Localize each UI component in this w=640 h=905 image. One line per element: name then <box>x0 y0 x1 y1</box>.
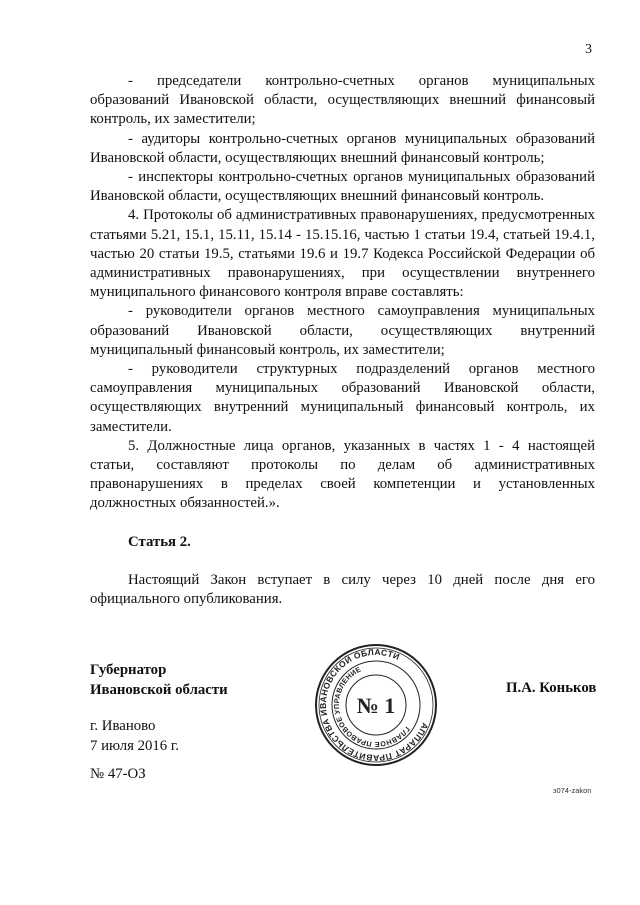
paragraph: 4. Протоколы об административных правонарушениях, предусмотренных статьями 5.21, 15.1, 15.11, 15.14 - 15.15.16, частью 1 статьи 19.4, статьей 19.4.1, частью 20 статьи 19.5, статьями 19.6 и 19.7 Кодекса Российской Федерации об административных правонарушениях, при осуществлении внутреннего муниципального финансового контроля вправе составлять: <box>90 207 595 301</box>
paragraph: 5. Должностные лица органов, указанных в частях 1 - 4 настоящей статьи, составляют протоколы по делам об административных правонарушениях в пределах своей компетенции и установленных должностных обязанностей.». <box>90 437 595 512</box>
date: 7 июля 2016 г. <box>90 738 179 754</box>
paragraph: - руководители структурных подразделений органов местного самоуправления муниципальных образований Ивановской области, осуществляющих внутренний муниципальный финансовый контроль, их заместители. <box>90 361 595 435</box>
official-seal <box>314 643 438 767</box>
law-number: № 47-ОЗ <box>90 766 146 782</box>
paragraph: - аудиторы контрольно-счетных органов муниципальных образований Ивановской области, осуществляющих внешний финансовый контроль; <box>90 130 595 166</box>
article-text: Настоящий Закон вступает в силу через 10 дней после дня его официального опубликования. <box>90 571 595 608</box>
document-code: з074-zakon <box>553 786 592 795</box>
paragraph: - руководители органов местного самоуправления муниципальных образований Ивановской области, осуществляющих внутренний муниципальный финансовый контроль, их заместители; <box>90 303 595 358</box>
signatory-title <box>90 660 228 700</box>
signatory-title-line-1: Губернатор <box>90 662 167 678</box>
seal-number: № 1 <box>356 693 396 718</box>
place: г. Иваново <box>90 718 156 734</box>
paragraph: - председатели контрольно-счетных органов муниципальных образований Ивановской области, осуществляющих внешний финансовый контроль, их заместители; <box>90 73 595 128</box>
article-heading: Статья 2. <box>128 533 191 550</box>
paragraph: - инспекторы контрольно-счетных органов муниципальных образований Ивановской области, осуществляющих внешний финансовый контроль. <box>90 169 595 205</box>
place-and-date <box>90 716 179 756</box>
signatory-title-line-2: Ивановской области <box>90 682 228 698</box>
signatory-name: П.А. Коньков <box>506 680 597 696</box>
document-body <box>90 72 595 609</box>
page-number: 3 <box>585 42 592 57</box>
seal-inner-text: ГЛАВНОЕ ПРАВОВОЕ УПРАВЛЕНИЕ <box>331 664 412 750</box>
seal-outer-text: АППАРАТ ПРАВИТЕЛЬСТВА ИВАНОВСКОЙ ОБЛАСТИ <box>317 646 431 764</box>
